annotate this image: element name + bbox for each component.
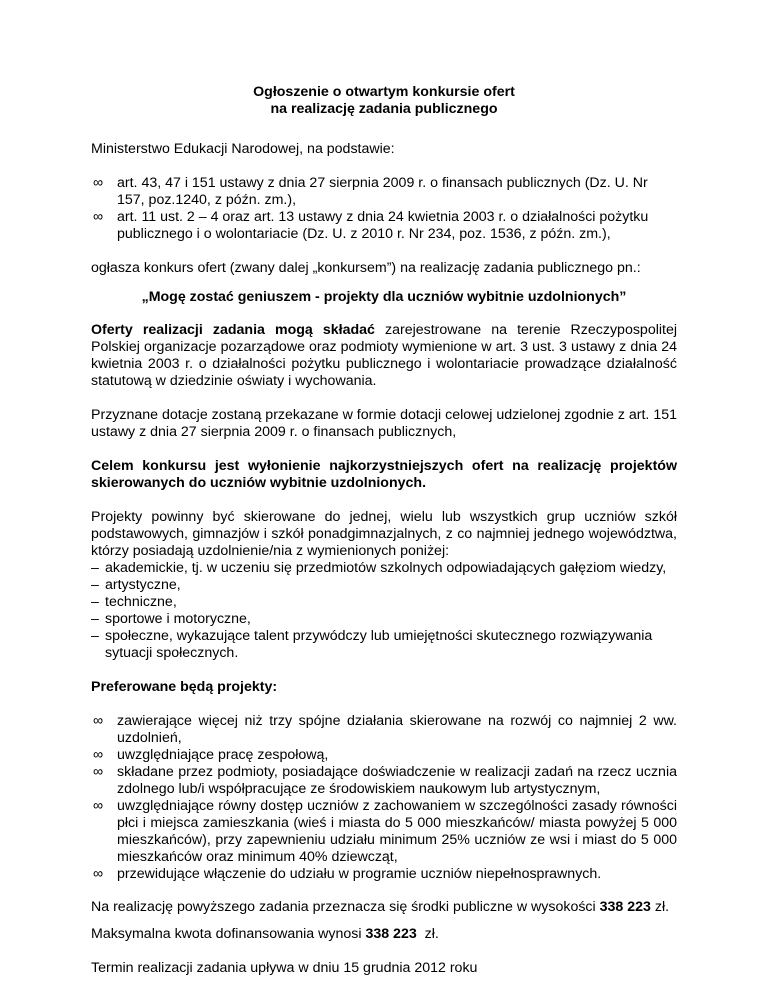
document-title-line-2: na realizację zadania publicznego (270, 101, 498, 117)
infinity-bullet-icon: ∞ (93, 798, 104, 814)
max-amount-value: 338 223 (365, 926, 417, 942)
list-item: – artystyczne, (91, 577, 181, 593)
goal-paragraph: Celem konkursu jest wyłonienie najkorzystniejszych ofert na realizację projektów skierowanych do uczniów wybitnie uzdolnionych. (91, 458, 677, 491)
list-item: ∞ uwzględniające równy dostęp uczniów z zachowaniem w szczególności zasady równości płci i miejsca zamieszkania (wieś i miasta do 5 000 mieszkańców/ miasta powyżej 5 000 mieszkańców), przy zapewnieniu udziału minimum 25% uczniów ze wsi i miast do 5 000 mieszkańców oraz minimum 40% dziewcząt, (93, 798, 677, 865)
list-item: – sportowe i motoryczne, (91, 611, 251, 627)
announcement-paragraph: ogłasza konkurs ofert (zwany dalej „konkursem”) na realizację zadania publicznego pn.: (91, 260, 641, 276)
legal-basis-list (91, 175, 677, 243)
dash-bullet-icon: – (91, 611, 99, 627)
list-item: ∞ przewidujące włączenie do udziału w programie uczniów niepełnosprawnych. (93, 866, 602, 882)
funds-amount: 338 223 (599, 899, 651, 915)
list-item: ∞ art. 43, 47 i 151 ustawy z dnia 27 sierpnia 2009 r. o finansach publicznych (Dz. U. Nr 157, poz.1240, z późn. zm.), (93, 175, 648, 208)
document-title-line-1: Ogłoszenie o otwartym konkursie ofert (253, 84, 515, 100)
document-page (91, 84, 677, 977)
dash-bullet-icon: – (91, 594, 99, 610)
infinity-bullet-icon: ∞ (93, 866, 104, 882)
target-groups-paragraph: Projekty powinny być skierowane do jednej, wielu lub wszystkich grup uczniów szkół podstawowych, gimnazjów i szkół ponadgimnazjalnych, z co najmniej jednego województwa, którzy posiadają uzdolnienie/nia z wymienionych poniżej: (91, 509, 677, 559)
funds-paragraph: Na realizację powyższego zadania przeznacza się środki publiczne w wysokości 338 223 zł. (91, 899, 670, 915)
list-item: – techniczne, (91, 594, 177, 610)
talents-list (91, 560, 677, 662)
infinity-bullet-icon: ∞ (93, 764, 104, 780)
max-amount-paragraph: Maksymalna kwota dofinansowania wynosi 338 223 zł. (91, 926, 439, 942)
dash-bullet-icon: – (91, 628, 99, 644)
list-item: ∞ art. 11 ust. 2 – 4 oraz art. 13 ustawy z dnia 24 kwietnia 2003 r. o działalności pożytku publicznego i o wolontariacie (Dz. U. z 2010 r. Nr 234, poz. 1536, z późn. zm.), (93, 209, 649, 242)
infinity-bullet-icon: ∞ (93, 209, 104, 225)
task-name: „Mogę zostać geniuszem - projekty dla uczniów wybitnie uzdolnionych” (141, 289, 627, 305)
preferred-heading: Preferowane będą projekty: (91, 679, 278, 695)
infinity-bullet-icon: ∞ (93, 713, 104, 729)
funding-form-paragraph: Przyznane dotacje zostaną przekazane w formie dotacji celowej udzielonej zgodnie z art. 151 ustawy z dnia 27 sierpnia 2009 r. o finansach publicznych, (91, 407, 677, 440)
list-item: ∞ uwzględniające pracę zespołową, (93, 747, 329, 763)
list-item: – społeczne, wykazujące talent przywódczy lub umiejętności skutecznego rozwiązywania sytuacji społecznych. (91, 628, 653, 661)
infinity-bullet-icon: ∞ (93, 175, 104, 191)
eligibility-paragraph: Oferty realizacji zadania mogą składać zarejestrowane na terenie Rzeczypospolitej Polskiej organizacje pozarządowe oraz podmioty wymienione w art. 3 ust. 3 ustawy z dnia 24 kwietnia 2003 r. o działalności pożytku publicznego i wolontariacie prowadzące działalność statutową w dziedzinie oświaty i wychowania. (91, 322, 677, 389)
list-item: ∞ składane przez podmioty, posiadające doświadczenie w realizacji zadań na rzecz ucznia zdolnego lub/i współpracujące ze środowiskiem naukowym lub artystycznym, (93, 764, 677, 797)
list-item: ∞ zawierające więcej niż trzy spójne działania skierowane na rozwój co najmniej 2 ww. uzdolnień, (93, 713, 677, 746)
preferred-list (91, 713, 677, 883)
intro-paragraph: Ministerstwo Edukacji Narodowej, na podstawie: (91, 141, 395, 157)
dash-bullet-icon: – (91, 577, 99, 593)
deadline-paragraph: Termin realizacji zadania upływa w dniu 15 grudnia 2012 roku (91, 960, 478, 976)
infinity-bullet-icon: ∞ (93, 747, 104, 763)
dash-bullet-icon: – (91, 560, 99, 576)
list-item: – akademickie, tj. w uczeniu się przedmiotów szkolnych odpowiadających gałęziom wiedzy, (91, 560, 667, 576)
